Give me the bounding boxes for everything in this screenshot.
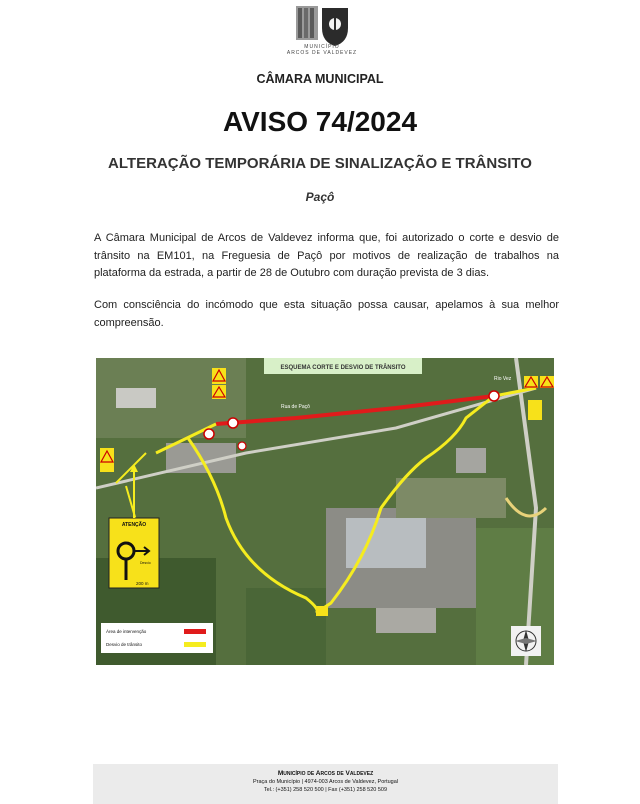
body-paragraph-2: Com consciência do incómodo que esta situação possa causar, apelamos à sua melhor compreensão. [94, 299, 559, 329]
warning-sign-icon [212, 368, 226, 399]
notice-subject: ALTERAÇÃO TEMPORÁRIA DE SINALIZAÇÃO E TRÂNSITO [108, 155, 532, 172]
footer-address: Praça do Município | 4974-003 Arcos de Valdevez, Portugal [252, 779, 399, 785]
footer [93, 764, 558, 804]
distance-label: 200 m [136, 581, 149, 586]
legend-detour-label: Desvio de trânsito [106, 642, 143, 647]
compass-icon [511, 626, 541, 656]
notice-location: Paçô [305, 190, 335, 204]
logo-caption: MUNICÍPIO ARCOS DE VALDEVEZ [286, 44, 358, 56]
map-title: ESQUEMA CORTE E DESVIO DE TRÂNSITO [280, 365, 406, 371]
legend-detour-swatch [184, 642, 206, 647]
body-paragraph-1: A Câmara Municipal de Arcos de Valdevez informa que, foi autorizado o corte e desvio de trânsito na EM101, na Freguesia de Paçô por motivos de realização de trabalhos na plataforma da estrada, a partir de 28 de Outubro com duração prevista de 3 dias. [94, 232, 559, 279]
attention-panel [109, 518, 159, 588]
map-legend [101, 623, 213, 653]
notice-number: AVISO 74/2024 [222, 106, 418, 137]
legend-intervention-swatch [184, 629, 206, 634]
roundabout-label: Desvio [140, 561, 151, 565]
legend-intervention-label: Área de intervenção [106, 629, 147, 634]
footer-name: Município de Arcos de Valdevez [277, 770, 374, 777]
organization-name: CÂMARA MUNICIPAL [256, 72, 384, 86]
road-label: Rua de Paçô [281, 404, 310, 410]
place-label: Rio Vez [494, 376, 512, 382]
attention-label: ATENÇÃO [121, 522, 147, 528]
detour-map [96, 358, 554, 665]
footer-phone: Tel.: (+351) 258 520 500 | Fax (+351) 258 520 509 [263, 787, 388, 793]
